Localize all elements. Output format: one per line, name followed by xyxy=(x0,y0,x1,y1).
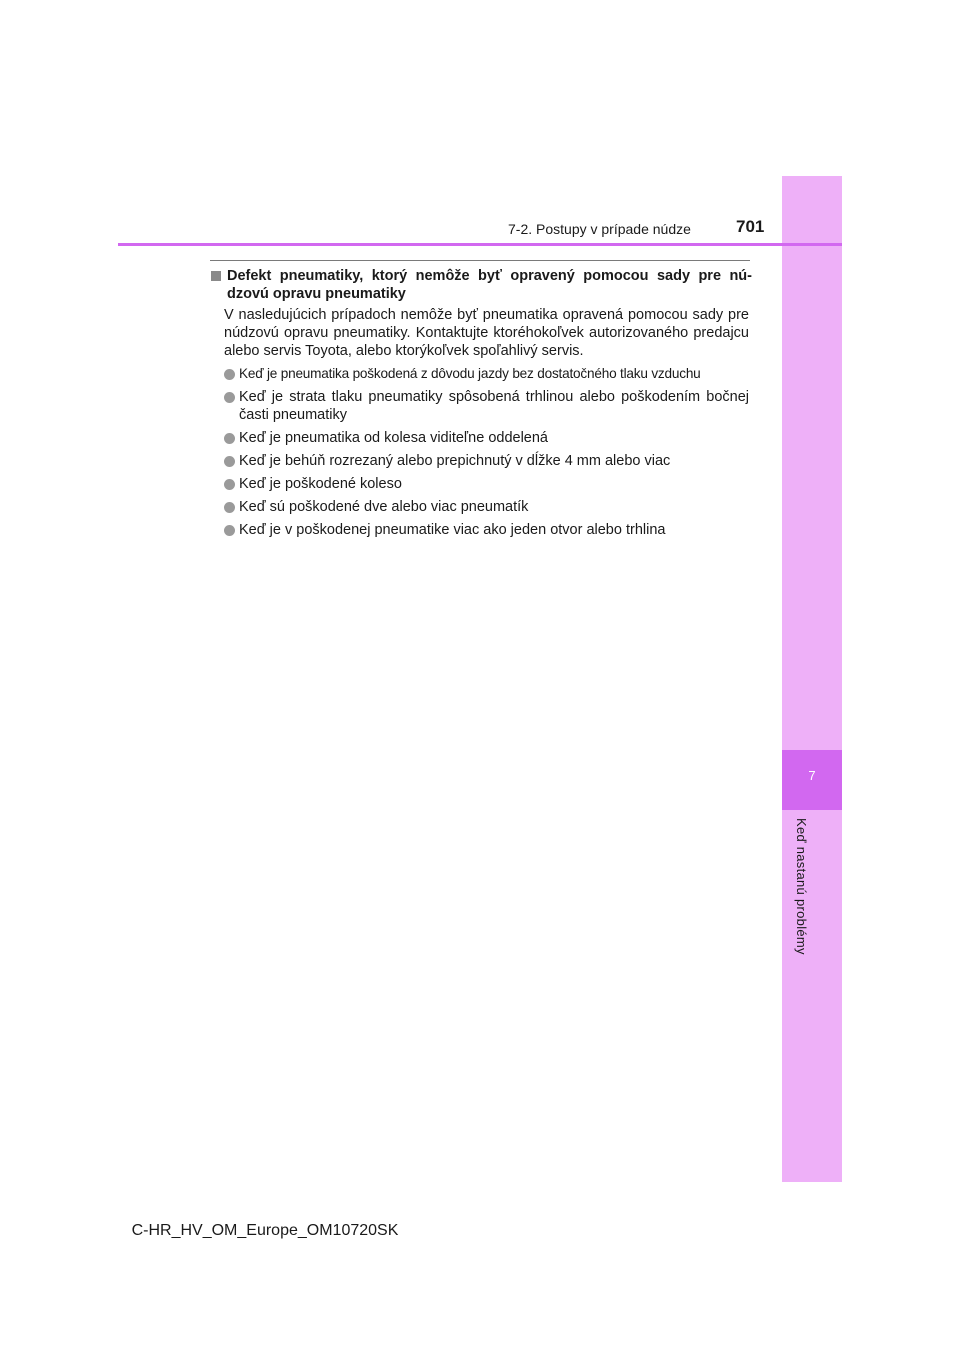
list-item-text: Keď sú poškodené dve alebo viac pneumatík xyxy=(239,499,529,515)
bullet-dot-icon xyxy=(224,392,235,403)
list-item xyxy=(210,388,752,424)
list-item-text: Keď je behúň rozrezaný alebo prepichnutý v dĺžke 4 mm alebo viac xyxy=(239,453,671,469)
chapter-number: 7 xyxy=(808,768,816,783)
section-heading-text: Defekt pneumatiky, ktorý nemôže byť opravený pomocou sady pre nú-dzovú opravu pneumatiky xyxy=(227,268,752,302)
list-item-text: Keď je strata tlaku pneumatiky spôsobená trhlinou alebo poškodením bočnej časti pneumatiky xyxy=(239,389,749,423)
section-divider xyxy=(210,260,750,261)
bullet-dot-icon xyxy=(224,369,235,380)
list-item-text: Keď je v poškodenej pneumatike viac ako jeden otvor alebo trhlina xyxy=(239,522,666,538)
list-item xyxy=(210,498,752,516)
bullet-dot-icon xyxy=(224,502,235,513)
footer-document-id: C-HR_HV_OM_Europe_OM10720SK xyxy=(131,1222,399,1239)
list-item xyxy=(210,475,752,493)
list-item xyxy=(210,452,752,470)
section-heading xyxy=(210,267,752,303)
list-item xyxy=(210,521,752,539)
section-intro: V nasledujúcich prípadoch nemôže byť pneumatika opravená pomocou sady pre núdzovú opravu pneumatiky. Kontaktujte ktoréhokoľvek autorizovaného predajcu alebo servis Toyota, alebo ktorýkoľvek spoľahlivý servis. xyxy=(224,307,749,359)
condition-list xyxy=(210,365,752,539)
bullet-dot-icon xyxy=(224,479,235,490)
list-item-text: Keď je pneumatika od kolesa viditeľne oddelená xyxy=(239,430,548,446)
header-divider xyxy=(118,243,842,246)
bullet-dot-icon xyxy=(224,456,235,467)
list-item-text: Keď je poškodené koleso xyxy=(239,476,402,492)
square-bullet-icon xyxy=(211,271,221,281)
chapter-side-tab xyxy=(782,176,842,1182)
section-content xyxy=(210,267,752,539)
list-item xyxy=(210,429,752,447)
list-item xyxy=(210,365,752,383)
list-item-text: Keď je pneumatika poškodená z dôvodu jazdy bez dostatočného tlaku vzduchu xyxy=(239,366,701,381)
bullet-dot-icon xyxy=(224,525,235,536)
chapter-title: Keď nastanú problémy xyxy=(794,818,809,955)
bullet-dot-icon xyxy=(224,433,235,444)
header-section-title: 7-2. Postupy v prípade núdze xyxy=(508,221,691,237)
page-number: 701 xyxy=(736,217,765,236)
